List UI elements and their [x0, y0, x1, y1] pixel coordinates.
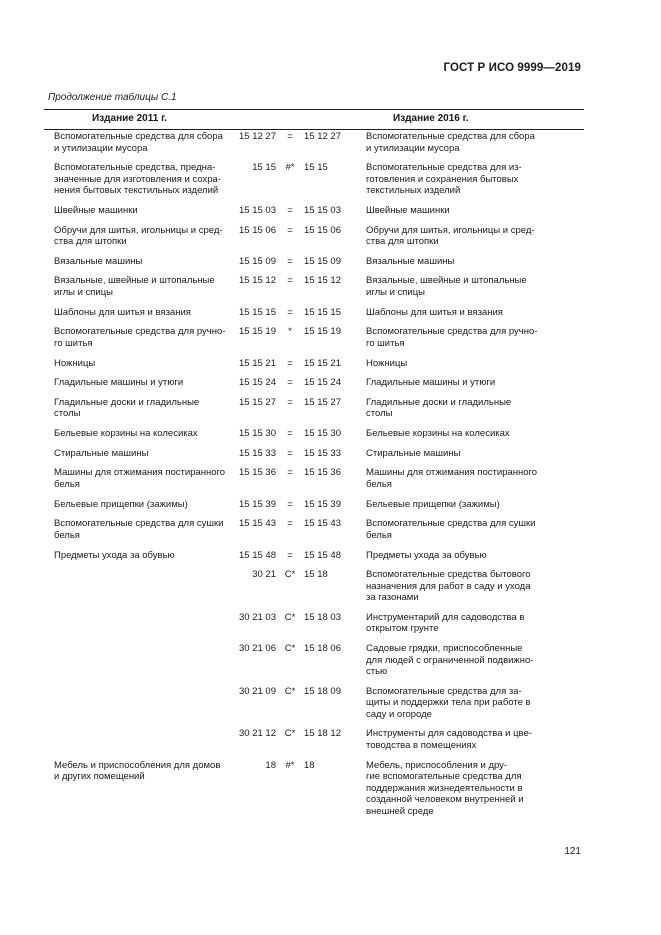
new-code-cell: 15 15 36: [304, 467, 341, 479]
old-code-cell: 15 15 30: [239, 428, 276, 440]
new-name-cell: Вспомогательные средства для за- щиты и поддержки тела при работе в саду и огороде: [366, 685, 531, 720]
relation-cell: #*: [285, 162, 295, 174]
document-standard-header: ГОСТ Р ИСО 9999—2019: [443, 62, 581, 74]
new-name-cell: Инструментарий для садоводства в открытом грунте: [366, 611, 525, 635]
old-code-cell: 15 15 09: [239, 255, 276, 267]
old-name-cell: Бельевые прищепки (зажимы): [54, 498, 188, 510]
new-code-cell: 15 18: [304, 569, 328, 581]
relation-cell: =: [287, 498, 293, 510]
table-continuation-caption: Продолжение таблицы С.1: [48, 92, 177, 103]
old-name-cell: Бельевые корзины на колесиках: [54, 428, 198, 440]
relation-cell: C*: [284, 569, 296, 581]
relation-cell: C*: [284, 728, 296, 740]
relation-cell: =: [287, 518, 293, 530]
table-row: [54, 307, 584, 319]
new-name-cell: Вязальные машины: [366, 255, 455, 267]
table-row: [54, 686, 584, 721]
table-row: [54, 131, 584, 154]
old-name-cell: Мебель и приспособления для домов и других помещений: [54, 759, 221, 783]
new-name-cell: Вспомогательные средства для сбора и утилизации мусора: [366, 131, 535, 154]
new-name-cell: Садовые грядки, приспособленные для людей с ограниченной подвижно- стью: [366, 643, 534, 678]
table-row: [54, 612, 584, 635]
relation-cell: =: [287, 224, 293, 236]
relation-cell: *: [288, 326, 292, 338]
old-code-cell: 15 15 43: [239, 518, 276, 530]
new-code-cell: 15 15 12: [304, 275, 341, 287]
relation-cell: #*: [285, 759, 295, 771]
new-name-cell: Вспомогательные средства для из- готовления и сохранения бытовых текстильных изделий: [366, 162, 522, 197]
old-code-cell: 15 15 12: [239, 275, 276, 287]
table-row: [54, 428, 584, 440]
new-code-cell: 15 18 03: [304, 611, 341, 623]
new-code-cell: 15 15 21: [304, 357, 341, 369]
new-code-cell: 15 15 03: [304, 204, 341, 216]
new-name-cell: Швейные машинки: [366, 204, 450, 216]
table-row: [54, 467, 584, 490]
relation-cell: =: [287, 377, 293, 389]
old-code-cell: 15 15 15: [239, 306, 276, 318]
old-code-cell: 15 15 03: [239, 204, 276, 216]
relation-cell: C*: [284, 685, 296, 697]
relation-cell: =: [287, 396, 293, 408]
old-code-cell: 15 15 27: [239, 396, 276, 408]
table-row: [54, 162, 584, 197]
old-name-cell: Вспомогательные средства для ручно- го шитья: [54, 326, 226, 349]
table-row: [54, 358, 584, 370]
new-code-cell: 15 18 09: [304, 685, 341, 697]
new-code-cell: 15 15: [304, 162, 328, 174]
old-name-cell: Вспомогательные средства для сушки белья: [54, 518, 224, 541]
relation-cell: =: [287, 549, 293, 561]
table-row: [54, 275, 584, 298]
new-code-cell: 15 15 43: [304, 518, 341, 530]
old-name-cell: Вязальные машины: [54, 255, 143, 267]
old-name-cell: Вязальные, швейные и штопальные иглы и спицы: [54, 275, 215, 298]
new-name-cell: Вязальные, швейные и штопальные иглы и спицы: [366, 275, 527, 298]
new-code-cell: 15 12 27: [304, 131, 341, 142]
old-name-cell: Вспомогательные средства, предна- значенные для изготовления и сохра- нения бытовых текстильных изделий: [54, 162, 221, 197]
relation-cell: C*: [284, 643, 296, 655]
new-name-cell: Гладильные доски и гладильные столы: [366, 396, 512, 420]
new-code-cell: 15 15 06: [304, 224, 341, 236]
old-code-cell: 30 21 06: [239, 643, 276, 655]
new-code-cell: 15 18 06: [304, 643, 341, 655]
table-row: [54, 448, 584, 460]
new-name-cell: Ножницы: [366, 357, 408, 369]
new-name-cell: Бельевые прищепки (зажимы): [366, 498, 500, 510]
table-header-row: [44, 109, 584, 130]
table-row: [54, 397, 584, 420]
old-code-cell: 30 21 09: [239, 685, 276, 697]
column-header-2016: Издание 2016 г.: [393, 113, 469, 124]
relation-cell: =: [287, 428, 293, 440]
table-row: [54, 225, 584, 248]
old-code-cell: 18: [265, 759, 276, 771]
old-code-cell: 30 21 03: [239, 611, 276, 623]
table-row: [54, 760, 584, 818]
table-row: [54, 550, 584, 562]
table-row: [54, 643, 584, 678]
relation-cell: =: [287, 131, 293, 142]
relation-cell: =: [287, 447, 293, 459]
old-code-cell: 15 12 27: [239, 131, 276, 142]
new-name-cell: Машины для отжимания постиранного белья: [366, 467, 538, 490]
new-name-cell: Обручи для шитья, игольницы и сред- ства для штопки: [366, 224, 535, 248]
old-name-cell: Гладильные доски и гладильные столы: [54, 396, 200, 420]
table-row: [54, 518, 584, 541]
old-name-cell: Гладильные машины и утюги: [54, 377, 184, 389]
old-name-cell: Шаблоны для шитья и вязания: [54, 306, 191, 318]
new-code-cell: 15 15 09: [304, 255, 341, 267]
new-code-cell: 15 15 24: [304, 377, 341, 389]
table-row: [54, 569, 584, 604]
old-code-cell: 15 15 24: [239, 377, 276, 389]
new-name-cell: Вспомогательные средства для сушки белья: [366, 518, 536, 541]
new-code-cell: 15 15 27: [304, 396, 341, 408]
new-name-cell: Шаблоны для шитья и вязания: [366, 306, 503, 318]
table-row: [54, 377, 584, 389]
old-name-cell: Швейные машинки: [54, 204, 138, 216]
old-code-cell: 15 15: [252, 162, 276, 174]
old-name-cell: Обручи для шитья, игольницы и сред- ства для штопки: [54, 224, 223, 248]
old-name-cell: Машины для отжимания постиранного белья: [54, 467, 226, 490]
old-code-cell: 30 21: [252, 569, 276, 581]
new-name-cell: Бельевые корзины на колесиках: [366, 428, 510, 440]
old-name-cell: Вспомогательные средства для сбора и утилизации мусора: [54, 131, 223, 154]
new-name-cell: Гладильные машины и утюги: [366, 377, 496, 389]
old-code-cell: 30 21 12: [239, 728, 276, 740]
new-code-cell: 15 18 12: [304, 728, 341, 740]
old-name-cell: Стиральные машины: [54, 447, 149, 459]
table-row: [54, 256, 584, 268]
old-name-cell: Предметы ухода за обувью: [54, 549, 175, 561]
relation-cell: =: [287, 275, 293, 287]
new-name-cell: Вспомогательные средства для ручно- го шитья: [366, 326, 538, 349]
relation-cell: =: [287, 204, 293, 216]
new-name-cell: Вспомогательные средства бытового назначения для работ в саду и ухода за газонами: [366, 569, 531, 604]
new-name-cell: Стиральные машины: [366, 447, 461, 459]
old-code-cell: 15 15 48: [239, 549, 276, 561]
relation-cell: =: [287, 357, 293, 369]
relation-cell: =: [287, 306, 293, 318]
old-code-cell: 15 15 39: [239, 498, 276, 510]
new-name-cell: Инструменты для садоводства и цве- товодства в помещениях: [366, 728, 532, 751]
table-row: [54, 728, 584, 751]
new-code-cell: 15 15 33: [304, 447, 341, 459]
old-code-cell: 15 15 21: [239, 357, 276, 369]
page-number: 121: [564, 846, 581, 857]
new-code-cell: 15 15 15: [304, 306, 341, 318]
new-code-cell: 18: [304, 759, 315, 771]
table-row: [54, 499, 584, 511]
new-code-cell: 15 15 19: [304, 326, 341, 338]
column-header-2011: Издание 2011 г.: [92, 113, 168, 124]
table-row: [54, 205, 584, 217]
correspondence-table: [54, 131, 584, 825]
relation-cell: =: [287, 255, 293, 267]
old-name-cell: Ножницы: [54, 357, 96, 369]
old-code-cell: 15 15 06: [239, 224, 276, 236]
new-name-cell: Мебель, приспособления и дру- гие вспомогательные средства для поддержания жизнедеятельности в созданной человеком внутренней и внешней среде: [366, 759, 524, 817]
new-code-cell: 15 15 39: [304, 498, 341, 510]
new-code-cell: 15 15 48: [304, 549, 341, 561]
old-code-cell: 15 15 19: [239, 326, 276, 338]
old-code-cell: 15 15 36: [239, 467, 276, 479]
new-name-cell: Предметы ухода за обувью: [366, 549, 487, 561]
table-row: [54, 326, 584, 349]
new-code-cell: 15 15 30: [304, 428, 341, 440]
old-code-cell: 15 15 33: [239, 447, 276, 459]
relation-cell: =: [287, 467, 293, 479]
relation-cell: C*: [284, 611, 296, 623]
